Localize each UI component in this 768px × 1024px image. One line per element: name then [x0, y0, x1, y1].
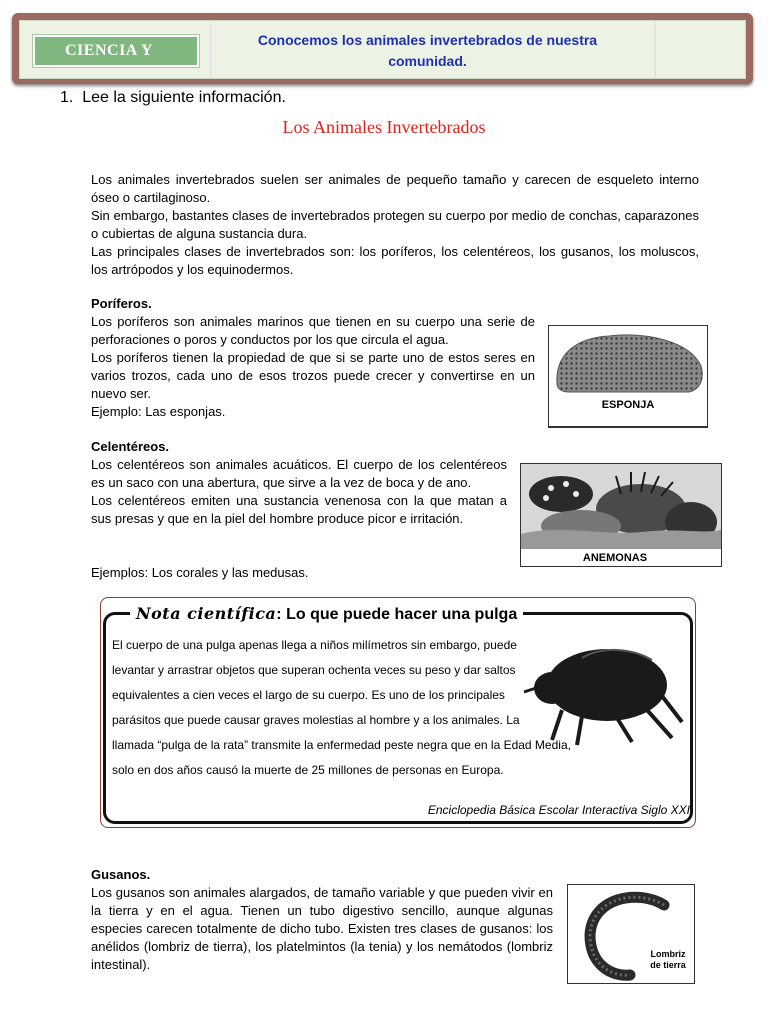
anemones-caption: ANEMONAS [545, 552, 685, 564]
intro-text [91, 171, 699, 279]
intro-paragraph: Las principales clases de invertebrados son: los poríferos, los celentéreos, los gusanos, los moluscos, los artrópodos y los equinodermos. [91, 244, 699, 277]
flea-illustration [522, 630, 688, 750]
sponge-figure [548, 325, 708, 428]
paragraph: Los celentéreos son animales acuáticos. El cuerpo de los celentéreos es un saco con una abertura, que sirve a la vez de boca y de ano. [91, 457, 507, 490]
note-source: Enciclopedia Básica Escolar Interactiva Siglo XXI [427, 803, 690, 817]
scientific-note-title [130, 602, 523, 627]
anemones-image [521, 464, 721, 549]
intro-paragraph: Sin embargo, bastantes clases de invertebrados protegen su cuerpo por medio de conchas, caparazones o cubiertas de alguna sustancia dura. [91, 208, 699, 241]
note-line: equivalentes a cien veces el largo de su cuerpo. Es uno de los principales [112, 688, 505, 702]
note-brand: Nota científica [136, 604, 277, 623]
sponge-caption: ESPONJA [601, 399, 655, 411]
section-text-gusanos: Los gusanos son animales alargados, de tamaño variable y que pueden vivir en la tierra y en el agua. Tienen un tubo digestivo sencillo, aunque algunas especies carecen totalmente de dicho tubo. Existen tres clases de gusanos: los anélidos (lombriz de tierra), los platelmintos (la tenia) y los nemátodos (lombriz intestinal). [91, 885, 553, 972]
section-heading-gusanos: Gusanos. [91, 867, 151, 882]
instruction [60, 89, 286, 107]
instruction-number: 1. [60, 89, 74, 106]
paragraph: Los poríferos tienen la propiedad de que si se parte uno de estos seres en varios trozos, cada uno de esos trozos puede crecer y convertirse en un nuevo ser. [91, 350, 535, 401]
earthworm-label-line: Lombriz [650, 949, 686, 959]
note-line: levantar y arrastrar objetos que superan ochenta veces su peso y dar saltos [112, 663, 516, 677]
subject-badge: CIENCIA Y [33, 35, 199, 67]
paragraph: Ejemplo: Las esponjas. [91, 404, 226, 419]
document-title: Los Animales Invertebrados [282, 117, 486, 137]
note-line: solo en dos años causó la muerte de 25 millones de personas en Europa. [112, 763, 504, 777]
note-line: El cuerpo de una pulga apenas llega a niños milímetros sin embargo, puede [112, 638, 517, 652]
section-heading-celentereos: Celentéreos. [91, 439, 170, 454]
paragraph: Los poríferos son animales marinos que tienen en su cuerpo una serie de perforaciones o poros y conductos por los que circula el agua. [91, 314, 535, 347]
intro-paragraph: Los animales invertebrados suelen ser animales de pequeño tamaño y carecen de esqueleto interno óseo o cartilaginoso. [91, 172, 699, 205]
paragraph: Los celentéreos emiten una sustancia venenosa con la que matan a sus presas y que en la piel del hombre produce picor e irritación. [91, 493, 507, 526]
earthworm-figure [567, 884, 695, 984]
note-line: parásitos que puede causar graves molestias al hombre y a los animales. La [112, 713, 520, 727]
sponge-image [549, 326, 707, 396]
earthworm-label [644, 949, 692, 971]
section-text-poriferos [91, 313, 535, 421]
section-heading-poriferos: Poríferos. [91, 296, 152, 311]
instruction-text: Lee la siguiente información. [82, 89, 286, 106]
anemones-figure [520, 463, 722, 567]
scientific-note-text [112, 633, 582, 783]
section-text-celentereos [91, 456, 507, 528]
header-divider [655, 22, 656, 77]
earthworm-label-line: de tierra [650, 960, 686, 970]
header-divider [210, 22, 211, 77]
celentereos-example: Ejemplos: Los corales y las medusas. [91, 565, 309, 580]
note-title-rest: : Lo que puede hacer una pulga [276, 606, 518, 623]
note-line: llamada “pulga de la rata” transmite la enfermedad peste negra que en la Edad Media, [112, 738, 571, 752]
page-header-title: Conocemos los animales invertebrados de nuestra comunidad. [257, 32, 598, 69]
